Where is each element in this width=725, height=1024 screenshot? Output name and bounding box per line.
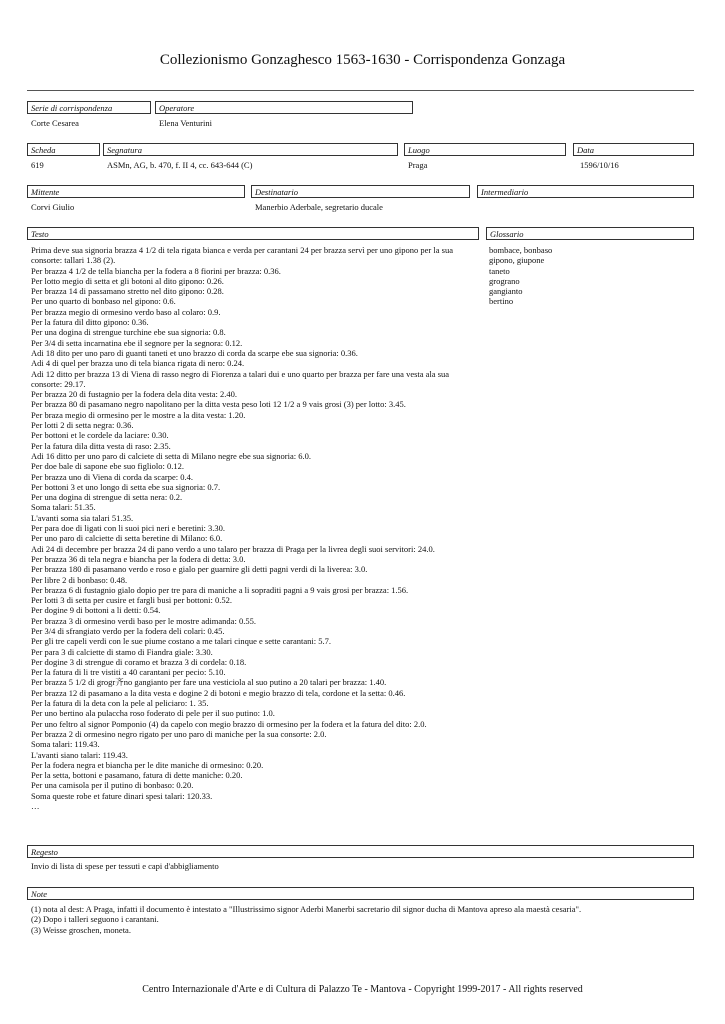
testo-line: Per la fatura dil ditto gipono: 0.36. [31,317,149,328]
testo-line: Per bottoni 3 et uno longo di setta ebe sua signoria: 0.7. [31,481,221,492]
note-line: (2) Dopo i talleri seguono i carantani. [31,914,159,925]
testo-line: consorte: 29.17. [31,378,86,389]
testo-line: Per 3/4 di setta incarnatina ebe il segnore per la segnora: 0.12. [31,337,243,348]
testo-line: Per bottoni et le cordele da laciare: 0.30. [31,430,169,441]
testo-line: Per brazza 20 di fustagnio per la fodera dela dita vesta: 2.40. [31,389,238,400]
testo-line: Adi 24 di decembre per brazza 24 di pano verdo a uno talaro per brazza di Praga per la livrea degli suoi servitori: 24.0. [31,543,435,554]
testo-line: Adi 4 di quel per brazza uno di tela bianca rigata di nero: 0.24. [31,358,245,369]
luogo-value: Praga [408,160,428,170]
testo-line: Per brazza uno di Viena di corda da scarpe: 0.4. [31,471,193,482]
note-line: (1) nota al dest: A Praga, infatti il documento è intestato a "Illustrissimo signor Aderbi Manerbi sacretario dil signor ducha di Mantova apreso ala maestà cesaria". [31,904,582,914]
testo-line: Per la fodera negra et bianchа per le dite maniche di ormesino: 0.20. [31,759,264,770]
testo-line: Adi 18 dito per uno paro di guanti taneti et uno brazzo di corda da scarpe ebe sua signoria: 0.36. [31,347,358,358]
note-line: (3) Weisse groschen, moneta. [31,924,131,935]
mittente-value: Corvi Giulio [31,202,75,212]
testo-line: Per uno paro di calciette di setta beretine di Milano: 6.0. [31,533,223,544]
testo-line: … [31,801,40,812]
testo-line: Per braza megio di ormesino per le mostre a la dita vesta: 1.20. [31,409,246,420]
glossario-item: taneto [489,265,510,276]
operatore-value: Elena Venturini [159,118,212,128]
testo-line: Per la fatura dila ditta vesta di raso: 2.35. [31,440,171,451]
regesto-value: Invio di lista di spese per tessuti e capi d'abbigliamento [31,861,219,871]
data-label: Data [573,143,694,156]
testo-line: Adi 16 ditto per uno paro di calciete di setta di Milano negre ebe sua signoria: 6.0. [31,450,311,461]
testo-line: Per doe bale di sapone ebe suo figliolo: 0.12. [31,461,184,472]
testo-line: Per gli tre capeli verdi con le sue piume costano a me talari cinque e sette carantani: 5.7. [31,636,331,647]
testo-body [31,245,481,811]
testo-line: Soma queste robe et fature dinari spesi talari: 120.33. [31,790,213,801]
serie-label: Serie di corrispondenza [27,101,151,114]
data-value: 1596/10/16 [580,160,619,170]
testo-line: Per para 3 di calciette di stamo di Fiandra giale: 3.30. [31,646,213,657]
glossario-item: gangianto [489,286,523,297]
testo-line: Per brazza 36 di tela negra e biancha per la fodera di detta: 3.0. [31,553,246,564]
glossario-item: grograno [489,275,520,286]
testo-label: Testo [27,227,479,240]
destinatario-label: Destinatario [251,185,470,198]
testo-line: Soma talari: 51.35. [31,502,96,513]
title-divider [27,90,694,91]
testo-line: Per lotti 3 di setta per cusire et fargli busi per bottoni: 0.52. [31,595,232,606]
operatore-label: Operatore [155,101,413,114]
testo-line: Per dogine 9 di bottoni a li detti: 0.54. [31,605,161,616]
luogo-label: Luogo [404,143,566,156]
testo-line: Per brazza 5 1/2 di grogr齐no gangianto per fare una vesticiola al suo putino a 20 talari per brazza: 1.40. [31,677,387,688]
intermediario-label: Intermediario [477,185,694,198]
testo-line: L'avanti soma sia talari 51.35. [31,512,134,523]
testo-line: Per brazza 14 di passamano stretto nel dito gipono: 0.28. [31,286,224,297]
testo-line: Per una dogina di strengue turchine ebe sua signoria: 0.8. [31,327,226,338]
testo-line: Per dogine 3 di strengue di coramo et brazza 3 di cordela: 0.18. [31,656,247,667]
testo-line: Per brazza megio di ormesino verdo baso al colaro: 0.9. [31,306,221,317]
testo-line: Per libre 2 di bonbaso: 0.48. [31,574,128,585]
testo-line: Per uno feltro al signor Pomponio (4) da capelo con megio brazzo di ormesino per la fodera et la fatura del dito: 2.0. [31,718,427,729]
testo-line: Per lotto megio di setta et gli botoni al dito gipono: 0.26. [31,275,224,286]
segnatura-label: Segnatura [103,143,398,156]
glossario-item: bertino [489,296,514,307]
testo-line: Per uno bertino ala pulaccha roso foderato di pele per il suo putino: 1.0. [31,708,275,719]
testo-line: Per brazza 180 di pasamano verdo e roso e gialo per guarnire gli detti pagni verdi di la liverea: 3.0. [31,564,368,575]
scheda-value: 619 [31,160,44,170]
testo-line: Per brazza 80 di pasamano negro napolitano per la ditta vesta peso loti 12 1/2 a 9 vais grosi (3) per lotto: 3.45. [31,399,406,410]
testo-line: Per la fatura di la deta con la pele al peliciaro: 1. 35. [31,698,209,709]
page-title: Collezionismo Gonzaghesco 1563-1630 - Corrispondenza Gonzaga [159,52,566,68]
testo-line: Per una dogina di strengue di setta nera: 0.2. [31,492,183,503]
destinatario-value: Manerbio Aderbale, segretario ducale [255,202,383,212]
testo-line: Per una camisola per il putino di bonbaso: 0.20. [31,780,194,791]
note-label: Note [27,887,694,900]
mittente-label: Mittente [27,185,245,198]
testo-line: consorte: tallari 1.38 (2). [31,255,116,266]
testo-line: Per la fatura di li tre vistiti a 40 carantani per pecio: 5.10. [31,667,226,678]
testo-line: L'avanti siano talari: 119.43. [31,749,128,760]
testo-line: Per brazza 4 1/2 de tella biancha per la fodera a 8 fiorini per brazza: 0.36. [31,265,281,276]
testo-line: Per lotti 2 di setta negra: 0.36. [31,420,134,431]
glossario-label: Glossario [486,227,694,240]
testo-line: Per brazza 12 di pasamano a la dita vesta e dogine 2 di botoni e megio brazzo di tela, cordone et la setta: 0.46. [31,687,406,698]
testo-line: Per uno quarto di bonbaso nel gipono: 0.6. [31,296,176,307]
regesto-label: Regesto [27,845,694,858]
segnatura-value: ASMn, AG, b. 470, f. II 4, cc. 643-644 (C) [107,160,253,170]
testo-line: Per brazza 3 di ormesino verdi baso per le mostre adimanda: 0.55. [31,615,256,626]
testo-line: Per para doe di ligati con li suoi pici neri e beretini: 3.30. [31,523,226,534]
testo-line: Prima deve sua signoria brazza 4 1/2 di tela rigata bianca e verda per carantani 24 per brazza servì per uno gipono per la sua [31,245,453,255]
testo-line: Per 3/4 di sfrangiato verdo per la fodera deli colari: 0.45. [31,625,225,636]
note-body [31,904,691,935]
glossario-item: gipono, giupone [489,255,545,266]
testo-line: Soma talari: 119.43. [31,739,100,750]
footer-copyright: Centro Internazionale d'Arte e di Cultura di Palazzo Te - Mantova - Copyright 1999-2017 - All rights reserved [142,984,583,995]
glossario-item: bombace, bonbaso [489,245,553,255]
glossario-list [489,245,689,307]
testo-line: Per brazza 6 di fustagnio gialo dopio per tre para di maniche a li sopraditi pagni a 9 vais grosi per brazza: 1.56. [31,584,409,595]
scheda-label: Scheda [27,143,100,156]
testo-line: Per la setta, bottoni e pasamano, fatura di dette maniche: 0.20. [31,770,243,781]
serie-value: Corte Cesarea [31,118,79,128]
testo-line: Per brazza 2 di ormesino negro rigato per uno paro di maniche per la sua consorte: 2.0. [31,728,327,739]
testo-line: Adi 12 ditto per brazza 13 di Viena di rasso negro di Fiorenza a talari dui e uno quarto per brazza per fare una vesta ala sua [31,368,450,379]
